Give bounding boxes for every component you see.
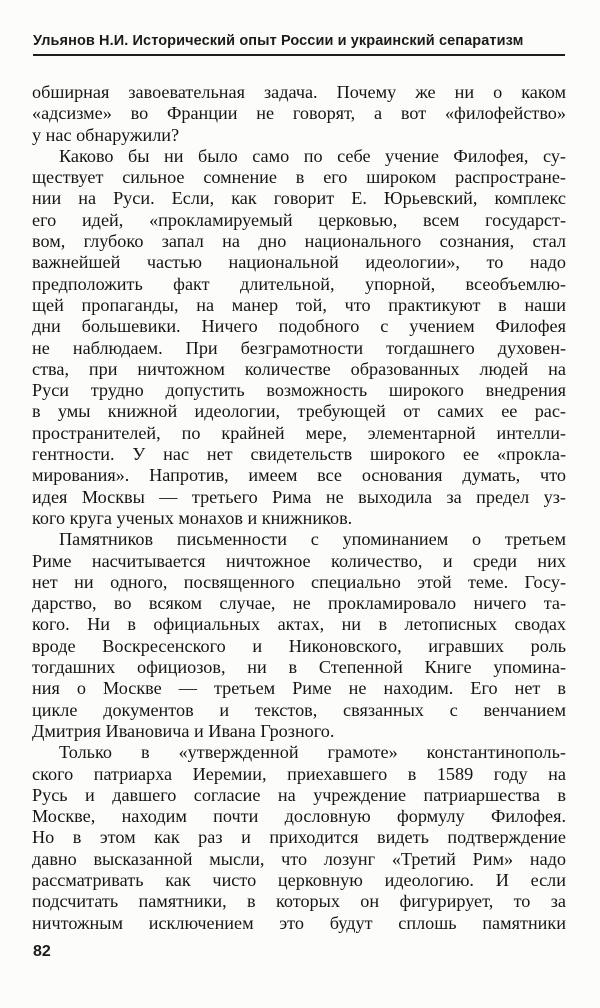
text-line: ского патриарха Иеремии, приехавшего в 1589 году на	[32, 763, 566, 784]
text-line: ния о Москве — третьем Риме не находим. Его нет в	[32, 678, 566, 699]
text-line: Каково бы ни было само по себе учение Филофея, су-	[59, 145, 566, 166]
text-line: тогдашних официозов, ни в Степенной Книге упомина-	[32, 657, 566, 678]
page-number: 82	[33, 943, 51, 960]
text-line: ничтожным исключением это будут сплошь памятники	[32, 912, 566, 933]
text-line: нии на Руси. Если, как говорит Е. Юрьевский, комплекс	[32, 188, 566, 209]
text-line: идея Москвы — третьего Рима не выходила за предел уз-	[32, 486, 566, 507]
text-line: подсчитать памятники, в которых он фигурирует, то за	[32, 891, 566, 912]
text-line: Москве, находим почти дословную формулу Филофея.	[32, 806, 566, 827]
text-line: дарство, во всяком случае, не прокламировало ничего та-	[32, 593, 566, 614]
text-line: в умы книжной идеологии, требующей от самих ее рас-	[32, 401, 566, 422]
text-line: ществует сильное сомнение в его широком распростране-	[32, 167, 566, 188]
text-line: предположить факт длительной, упорной, всеобъемлю-	[32, 273, 566, 294]
text-line: Русь и давшего согласие на учреждение патриаршества в	[32, 784, 566, 805]
text-line: Только в «утвержденной грамоте» константинополь-	[59, 742, 566, 763]
text-line: ства, при ничтожном количестве образованных людей на	[32, 358, 566, 379]
text-line: не наблюдаем. При безграмотности тогдашнего духовен-	[32, 337, 566, 358]
text-line: давно высказанной мысли, что лозунг «Третий Рим» надо	[32, 848, 566, 869]
text-line: «адсизме» во Франции не говорят, а вот «филофейство»	[32, 103, 566, 124]
text-line: дни большевики. Ничего подобного с учением Филофея	[32, 316, 566, 337]
text-line: кого. Ни в официальных актах, ни в летописных сводах	[32, 614, 566, 635]
text-line: Риме насчитывается ничтожное количество, и среди них	[32, 550, 566, 571]
text-line: Памятников письменности с упоминанием о третьем	[59, 529, 566, 550]
text-line: мирования». Напротив, имеем все основания думать, что	[32, 465, 566, 486]
text-line: Руси трудно допустить возможность широкого внедрения	[32, 380, 566, 401]
text-line: важнейшей частью национальной идеологии», то надо	[32, 252, 566, 273]
text-line: обширная завоевательная задача. Почему же ни о каком	[32, 82, 566, 102]
running-header: Ульянов Н.И. Исторический опыт России и украинский сепаратизм	[33, 33, 565, 56]
text-line: кого круга ученых монахов и книжников.	[32, 507, 353, 528]
text-line: пространителей, по крайней мере, элементарной интелли-	[32, 422, 566, 443]
text-line: Дмитрия Ивановича и Ивана Грозного.	[32, 720, 335, 741]
text-line: вом, глубоко запал на дно национального сознания, стал	[32, 231, 566, 252]
text-line: у нас обнаружили?	[32, 124, 180, 145]
text-line: цикле документов и текстов, связанных с венчанием	[32, 699, 566, 720]
text-line: рассматривать как чисто церковную идеологию. И если	[32, 869, 566, 890]
text-line: нет ни одного, посвященного специально этой теме. Госу-	[32, 571, 566, 592]
text-line: гентности. У нас нет свидетельств широкого ее «прокла-	[32, 444, 566, 465]
text-line: Но в этом как раз и приходится видеть подтверждение	[32, 827, 566, 848]
body-text-block	[32, 82, 566, 934]
text-line: щей пропаганды, на манер той, что практикуют в наши	[32, 294, 566, 315]
text-line: его идей, «прокламируемый церковью, всем государст-	[32, 209, 566, 230]
text-line: вроде Воскресенского и Никоновского, игравших роль	[32, 635, 566, 656]
